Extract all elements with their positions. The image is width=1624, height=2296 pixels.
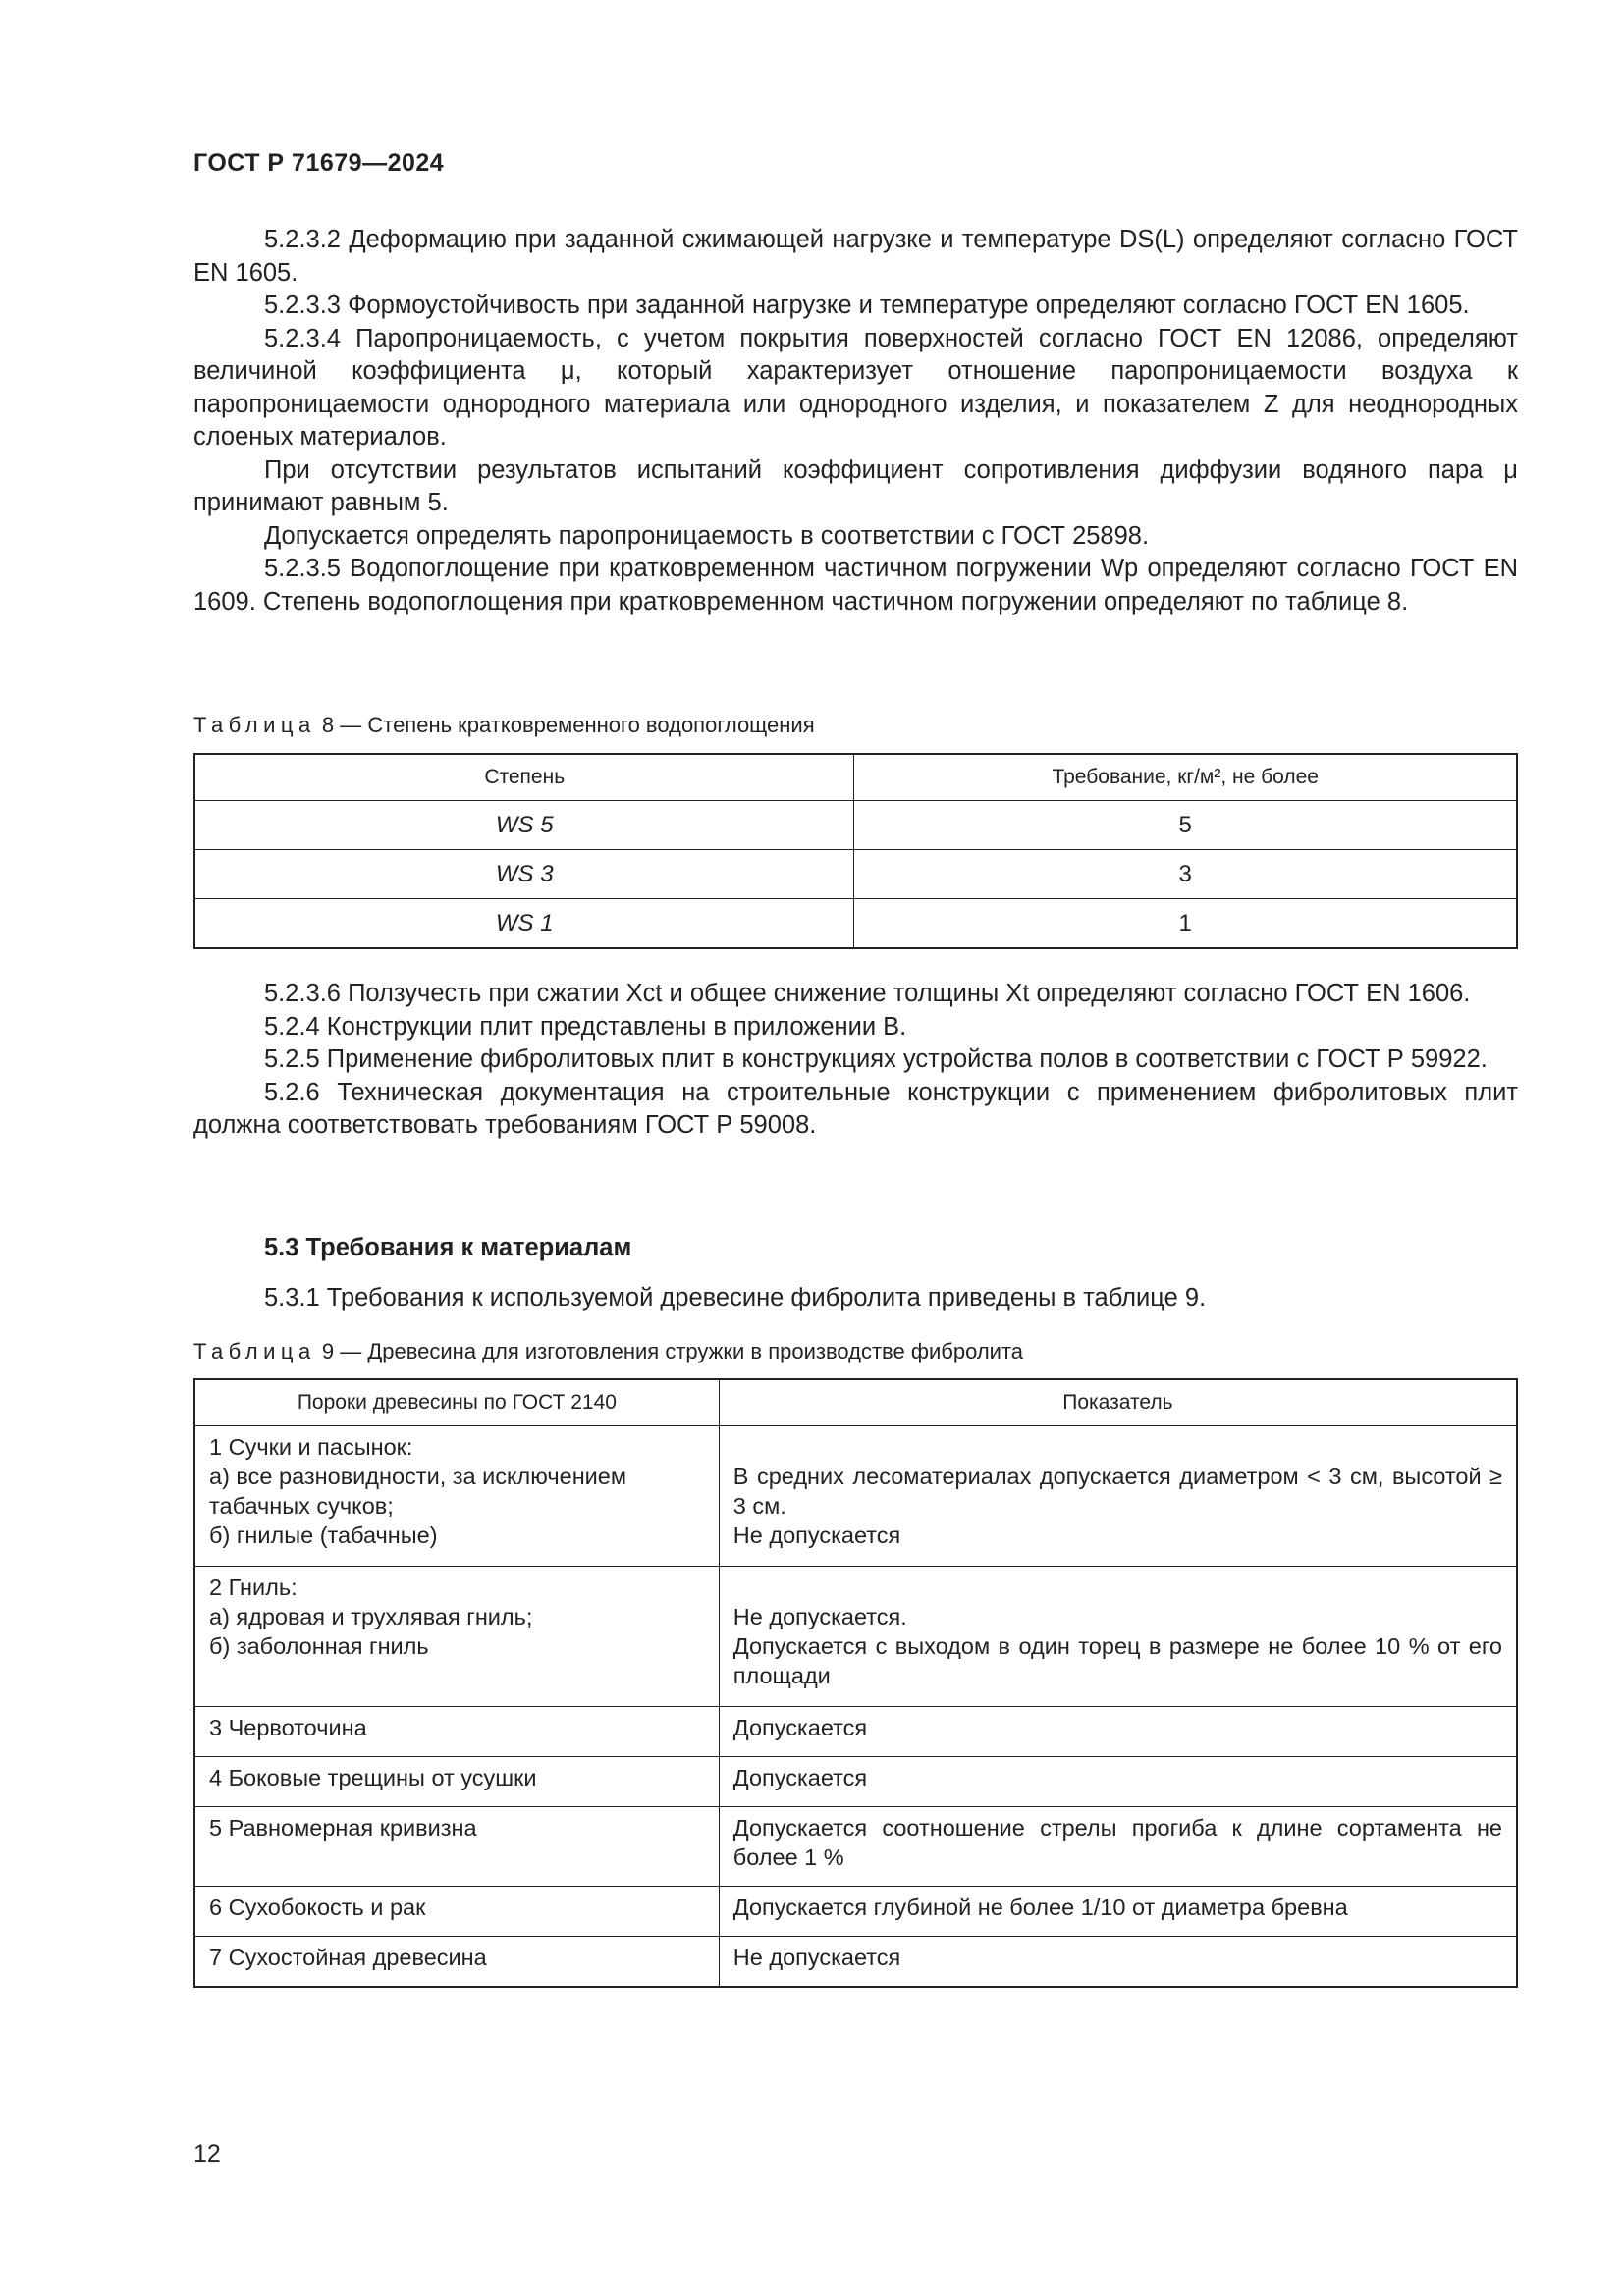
table8-cell: WS 1 — [194, 899, 854, 949]
table-9 — [193, 1378, 1518, 1988]
para-5-2-6: 5.2.6 Техническая документация на строительные конструкции с применением фибролитовых плит должна соответствовать требованиям ГОСТ Р 59008. — [193, 1078, 1518, 1139]
table-row — [194, 1426, 1517, 1567]
table9-cell: Не допускается — [719, 1937, 1517, 1988]
table9-cell: Допускается — [719, 1707, 1517, 1757]
table9-cell: В средних лесоматериалах допускается диаметром < 3 см, высотой ≥ 3 см. Не допускается — [719, 1426, 1517, 1567]
table9-header-row — [194, 1379, 1517, 1426]
table-row — [194, 1707, 1517, 1757]
table-row — [194, 1887, 1517, 1937]
para-5-2-3-3: 5.2.3.3 Формоустойчивость при заданной нагрузке и температуре определяют согласно ГОСТ EN 1605. — [264, 292, 1470, 319]
table-row — [194, 801, 1517, 850]
para-5-2-3-6: 5.2.3.6 Ползучесть при сжатии Xct и общее снижение толщины Xt определяют согласно ГОСТ EN 1606. — [264, 980, 1471, 1007]
table9-header-cell: Пороки древесины по ГОСТ 2140 — [194, 1379, 719, 1426]
table8-header-row — [194, 754, 1517, 801]
table8-header-cell: Требование, кг/м², не более — [854, 754, 1517, 801]
table9-cell: 7 Сухостойная древесина — [194, 1937, 719, 1988]
table8-caption — [193, 713, 815, 738]
table9-caption-label: Таблица — [193, 1339, 316, 1363]
table9-cell: 3 Червоточина — [194, 1707, 719, 1757]
table9-cell: 2 Гниль: а) ядровая и трухлявая гниль; б) заболонная гниль — [194, 1567, 719, 1707]
para-5-2-5: 5.2.5 Применение фибролитовых плит в конструкциях устройства полов в соответствии с ГОСТ Р 59922. — [264, 1045, 1488, 1073]
table-row — [194, 850, 1517, 899]
paragraph-block-a — [193, 224, 1518, 618]
table8-header-cell: Степень — [194, 754, 854, 801]
table9-caption — [193, 1339, 1023, 1364]
paragraph-block-b — [193, 978, 1518, 1143]
table8-cell: 1 — [854, 899, 1517, 949]
table8-cell: WS 5 — [194, 801, 854, 850]
para-5-2-4: 5.2.4 Конструкции плит представлены в приложении В. — [264, 1012, 907, 1041]
table-row — [194, 1757, 1517, 1807]
para-mu-note: При отсутствии результатов испытаний коэффициент сопротивления диффузии водяного пара μ принимают равным 5. — [193, 455, 1518, 516]
para-5-2-3-2: 5.2.3.2 Деформацию при заданной сжимающей нагрузке и температуре DS(L) определяют согласно ГОСТ EN 1605. — [193, 226, 1518, 287]
table8-cell: 5 — [854, 801, 1517, 850]
table-row — [194, 1567, 1517, 1707]
table9-cell: Допускается соотношение стрелы прогиба к длине сортамента не более 1 % — [719, 1807, 1517, 1887]
table9-cell: Допускается — [719, 1757, 1517, 1807]
table-row — [194, 1937, 1517, 1988]
table9-cell: Не допускается. Допускается с выходом в один торец в размере не более 10 % от его площади — [719, 1567, 1517, 1707]
para-5-2-3-5: 5.2.3.5 Водопоглощение при кратковременном частичном погружении Wp определяют согласно ГОСТ EN 1609. Степень водопоглощения при кратковременном частичном погружении определяют по таблице 8. — [193, 555, 1518, 615]
para-5-2-3-4: 5.2.3.4 Паропроницаемость, с учетом покрытия поверхностей согласно ГОСТ EN 12086, определяют величиной коэффициента μ, который характеризует отношение паропроницаемости воздуха к паропроницаемости однородного материала или однородного изделия, и показателем Z для неоднородных слоеных материалов. — [193, 324, 1518, 451]
table9-cell: Допускается глубиной не более 1/10 от диаметра бревна — [719, 1887, 1517, 1937]
page-number: 12 — [193, 2140, 221, 2167]
document-header: ГОСТ Р 71679—2024 — [193, 149, 445, 177]
table9-cell: 1 Сучки и пасынок: а) все разновидности, за исключением табачных сучков; б) гнилые (табачные) — [194, 1426, 719, 1567]
table-row — [194, 1807, 1517, 1887]
table9-header-cell: Показатель — [719, 1379, 1517, 1426]
table9-cell: 6 Сухобокость и рак — [194, 1887, 719, 1937]
para-gost-25898: Допускается определять паропроницаемость в соответствии с ГОСТ 25898. — [264, 521, 1150, 550]
para-5-3-1: 5.3.1 Требования к используемой древесине фибролита приведены в таблице 9. — [264, 1284, 1207, 1311]
table8-caption-label: Таблица — [193, 713, 316, 737]
table8-cell: WS 3 — [194, 850, 854, 899]
table-8 — [193, 753, 1518, 949]
table9-cell: 5 Равномерная кривизна — [194, 1807, 719, 1887]
table9-caption-text: 9 — Древесина для изготовления стружки в производстве фибролита — [321, 1339, 1024, 1363]
table8-caption-text: 8 — Степень кратковременного водопоглощения — [321, 713, 815, 737]
table8-cell: 3 — [854, 850, 1517, 899]
table-row — [194, 899, 1517, 949]
table9-cell: 4 Боковые трещины от усушки — [194, 1757, 719, 1807]
section-title: 5.3 Требования к материалам — [264, 1234, 632, 1261]
